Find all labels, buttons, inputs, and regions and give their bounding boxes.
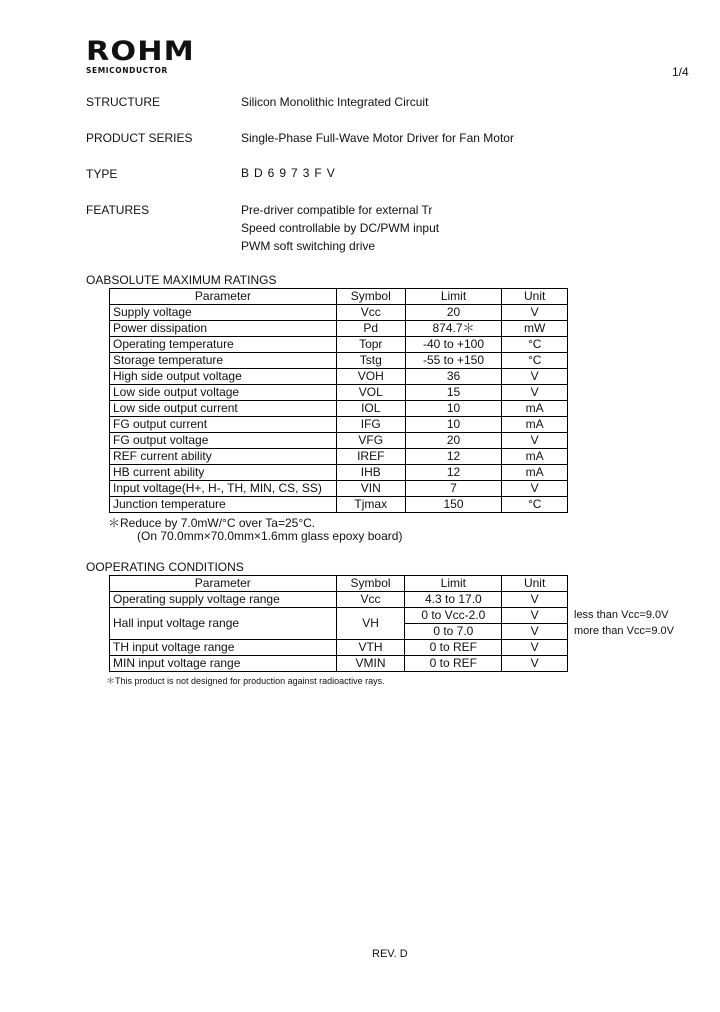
rohm-logo: ROHM xyxy=(86,36,195,67)
cell-limit: 150 xyxy=(405,497,502,513)
cell-symbol: IREF xyxy=(336,449,405,465)
series-label: PRODUCT SERIES xyxy=(86,131,193,145)
structure-label: STRUCTURE xyxy=(86,95,160,109)
page-number: 1/4 xyxy=(672,65,689,79)
cell-parameter: MIN input voltage range xyxy=(110,656,337,672)
cell-symbol: VTH xyxy=(336,640,405,656)
cell-limit: -55 to +150 xyxy=(405,353,502,369)
table-row xyxy=(110,385,568,401)
cell-symbol: VOL xyxy=(336,385,405,401)
cell-unit: mW xyxy=(502,321,568,337)
cell-unit: V xyxy=(502,305,568,321)
table-row xyxy=(110,481,568,497)
cell-symbol: VOH xyxy=(336,369,405,385)
table-row xyxy=(110,337,568,353)
cell-symbol: Vcc xyxy=(336,592,405,608)
logo-subtitle: SEMICONDUCTOR xyxy=(86,66,168,75)
cell-unit: °C xyxy=(502,353,568,369)
cell-limit: 10 xyxy=(405,401,502,417)
header-parameter: Parameter xyxy=(110,576,337,592)
cell-unit: V xyxy=(502,624,568,640)
cell-parameter: Operating temperature xyxy=(110,337,337,353)
cell-limit: 12 xyxy=(405,465,502,481)
abs-max-table xyxy=(109,288,568,513)
structure-value: Silicon Monolithic Integrated Circuit xyxy=(241,95,429,109)
cell-unit: V xyxy=(502,608,568,624)
feature-item: Speed controllable by DC/PWM input xyxy=(241,221,440,235)
cell-parameter: Junction temperature xyxy=(110,497,337,513)
cell-symbol: VMIN xyxy=(336,656,405,672)
cell-unit: mA xyxy=(502,449,568,465)
cell-limit: -40 to +100 xyxy=(405,337,502,353)
table-row xyxy=(110,417,568,433)
cell-unit: °C xyxy=(502,337,568,353)
abs-max-note: ＊Reduce by 7.0mW/°C over Ta=25°C. xyxy=(108,516,316,530)
table-row xyxy=(110,449,568,465)
cell-limit: 12 xyxy=(405,449,502,465)
type-value: BD6973FV xyxy=(241,166,340,180)
hall-condition-high: more than Vcc=9.0V xyxy=(574,625,674,637)
table-header-row xyxy=(110,289,568,305)
table-row xyxy=(110,369,568,385)
cell-limit: 0 to 7.0 xyxy=(405,624,502,640)
op-cond-title: OOPERATING CONDITIONS xyxy=(86,560,244,574)
cell-parameter: FG output voltage xyxy=(110,433,337,449)
table-row xyxy=(110,497,568,513)
cell-parameter: REF current ability xyxy=(110,449,337,465)
cell-limit: 0 to REF xyxy=(405,656,502,672)
cell-limit: 0 to Vcc-2.0 xyxy=(405,608,502,624)
table-header-row xyxy=(110,576,568,592)
cell-symbol: IOL xyxy=(336,401,405,417)
header-symbol: Symbol xyxy=(336,576,405,592)
cell-unit: °C xyxy=(502,497,568,513)
hall-condition-low: less than Vcc=9.0V xyxy=(574,609,669,621)
cell-symbol: VIN xyxy=(336,481,405,497)
cell-limit: 20 xyxy=(405,433,502,449)
cell-symbol: Topr xyxy=(336,337,405,353)
cell-parameter: Input voltage(H+, H-, TH, MIN, CS, SS) xyxy=(110,481,337,497)
series-value: Single-Phase Full-Wave Motor Driver for Fan Motor xyxy=(241,131,514,145)
cell-parameter: Supply voltage xyxy=(110,305,337,321)
cell-parameter: FG output current xyxy=(110,417,337,433)
cell-symbol: IHB xyxy=(336,465,405,481)
cell-symbol: VH xyxy=(336,608,405,640)
cell-unit: V xyxy=(502,640,568,656)
cell-limit: 20 xyxy=(405,305,502,321)
table-row xyxy=(110,608,568,624)
features-label: FEATURES xyxy=(86,203,150,217)
cell-symbol: Tjmax xyxy=(336,497,405,513)
cell-parameter: High side output voltage xyxy=(110,369,337,385)
cell-symbol: Vcc xyxy=(336,305,405,321)
cell-parameter: Low side output current xyxy=(110,401,337,417)
cell-unit: V xyxy=(502,385,568,401)
cell-parameter: Hall input voltage range xyxy=(110,608,337,640)
radiation-note: ＊This product is not designed for production against radioactive rays. xyxy=(106,676,385,686)
cell-parameter: Storage temperature xyxy=(110,353,337,369)
cell-symbol: IFG xyxy=(336,417,405,433)
type-label: TYPE xyxy=(86,167,118,181)
table-row xyxy=(110,640,568,656)
table-row xyxy=(110,401,568,417)
revision: REV. D xyxy=(372,948,408,960)
cell-limit: 10 xyxy=(405,417,502,433)
cell-limit: 15 xyxy=(405,385,502,401)
cell-unit: V xyxy=(502,656,568,672)
header-unit: Unit xyxy=(502,289,568,305)
cell-symbol: Tstg xyxy=(336,353,405,369)
cell-unit: V xyxy=(502,433,568,449)
table-row xyxy=(110,465,568,481)
cell-unit: mA xyxy=(502,465,568,481)
cell-parameter: TH input voltage range xyxy=(110,640,337,656)
cell-unit: mA xyxy=(502,401,568,417)
table-row xyxy=(110,305,568,321)
header-parameter: Parameter xyxy=(110,289,337,305)
header-symbol: Symbol xyxy=(336,289,405,305)
cell-unit: mA xyxy=(502,417,568,433)
cell-symbol: Pd xyxy=(336,321,405,337)
cell-limit: 4.3 to 17.0 xyxy=(405,592,502,608)
header-unit: Unit xyxy=(502,576,568,592)
cell-limit: 36 xyxy=(405,369,502,385)
cell-parameter: Operating supply voltage range xyxy=(110,592,337,608)
cell-unit: V xyxy=(502,481,568,497)
abs-max-title: OABSOLUTE MAXIMUM RATINGS xyxy=(86,273,277,287)
table-row xyxy=(110,433,568,449)
table-row xyxy=(110,321,568,337)
table-row xyxy=(110,353,568,369)
cell-symbol: VFG xyxy=(336,433,405,449)
cell-parameter: Power dissipation xyxy=(110,321,337,337)
feature-item: Pre-driver compatible for external Tr xyxy=(241,203,433,217)
table-row xyxy=(110,656,568,672)
cell-unit: V xyxy=(502,592,568,608)
table-row xyxy=(110,592,568,608)
cell-parameter: HB current ability xyxy=(110,465,337,481)
cell-parameter: Low side output voltage xyxy=(110,385,337,401)
feature-item: PWM soft switching drive xyxy=(241,239,376,253)
cell-unit: V xyxy=(502,369,568,385)
cell-limit: 874.7＊ xyxy=(405,321,502,337)
header-limit: Limit xyxy=(405,289,502,305)
cell-limit: 7 xyxy=(405,481,502,497)
op-cond-table xyxy=(109,575,568,672)
header-limit: Limit xyxy=(405,576,502,592)
abs-max-note-board: (On 70.0mm×70.0mm×1.6mm glass epoxy board) xyxy=(137,529,403,543)
cell-limit: 0 to REF xyxy=(405,640,502,656)
